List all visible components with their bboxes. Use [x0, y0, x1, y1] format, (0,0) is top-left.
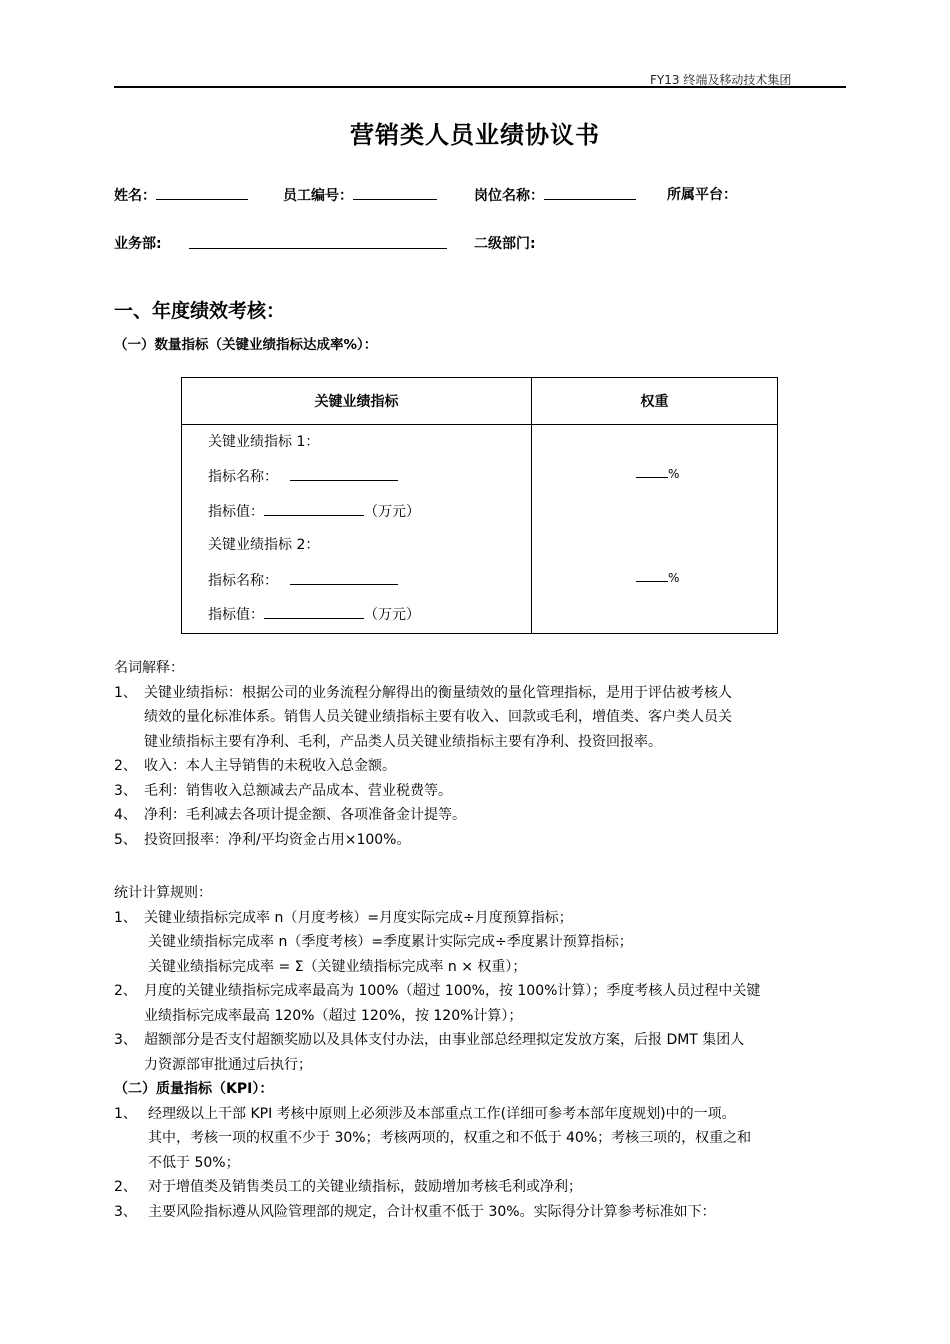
quality-2 — [114, 1175, 760, 1200]
rules-heading: 统计计算规则： — [114, 885, 212, 901]
header-divider — [114, 86, 846, 88]
kpi-col-header: 关键业绩指标 — [182, 378, 532, 425]
field-platform-label: 所属平台： — [667, 187, 737, 203]
quality-3 — [114, 1200, 760, 1225]
glossary-item-4 — [114, 803, 732, 828]
field-position-label: 岗位名称： — [474, 188, 544, 204]
quality-1 — [114, 1102, 760, 1127]
section1-heading: 一、年度绩效考核： — [114, 300, 286, 322]
kpi1-name-label: 指标名称： — [208, 469, 278, 485]
glossary-item-3-num: 3、 — [114, 782, 137, 799]
field-name — [114, 184, 248, 205]
rules-section — [114, 881, 760, 1224]
kpi1-weight — [636, 465, 679, 481]
rule-2-line-2: 业绩指标完成率最高 120%（超过 120%，按 120%计算）； — [144, 1007, 523, 1024]
rule-3-line-1: 超额部分是否支付超额奖励以及具体支付办法，由事业部总经理拟定发放方案，后报 DMT 集团人 — [144, 1032, 745, 1048]
kpi1-value-row — [208, 500, 420, 521]
field-sub-dept-label: 二级部门: — [474, 236, 536, 252]
quality-1-line-3: 不低于 50%； — [148, 1154, 240, 1171]
quality-2-num: 2、 — [114, 1179, 137, 1195]
kpi1-weight-blank[interactable] — [636, 465, 668, 478]
rule-1-line-1: 关键业绩指标完成率 n（月度考核）=月度实际完成÷月度预算指标； — [144, 909, 573, 926]
kpi2-value-row — [208, 603, 420, 624]
rule-1-num: 1、 — [114, 909, 137, 926]
header-org: FY13 终端及移动技术集团 — [650, 73, 792, 87]
kpi1-name-row — [208, 465, 398, 486]
glossary-item-1-line-3: 键业绩指标主要有净利、毛利，产品类人员关键业绩指标主要有净利、投资回报率。 — [144, 733, 662, 750]
rule-2-line-1: 月度的关键业绩指标完成率最高为 100%（超过 100%，按 100%计算）；季度考核人员过程中关键 — [144, 983, 761, 999]
kpi1-label: 关键业绩指标 1： — [208, 434, 320, 450]
kpi2-name-blank[interactable] — [290, 569, 398, 585]
kpi2-value-unit: （万元） — [364, 607, 420, 623]
kpi1-weight-suffix: % — [668, 467, 680, 481]
field-employee-id-blank[interactable] — [353, 184, 437, 200]
quality-heading: （二）质量指标（KPI）： — [114, 1081, 274, 1097]
glossary-item-3-line-1: 毛利：销售收入总额减去产品成本、营业税费等。 — [144, 782, 452, 799]
glossary-section — [114, 656, 732, 852]
field-position-blank[interactable] — [544, 184, 636, 200]
kpi1-value-unit: （万元） — [364, 504, 420, 520]
kpi2-value-label: 指标值： — [208, 607, 264, 623]
field-employee-id — [283, 184, 437, 205]
field-business-dept-label: 业务部: — [114, 236, 162, 252]
glossary-item-3 — [114, 779, 732, 804]
kpi2-weight-blank[interactable] — [636, 569, 668, 582]
field-name-label: 姓名： — [114, 188, 156, 204]
rule-3 — [114, 1028, 760, 1053]
kpi1-name-blank[interactable] — [290, 465, 398, 481]
kpi1-value-blank[interactable] — [264, 500, 364, 516]
rule-2-num: 2、 — [114, 983, 137, 999]
quality-3-line-1: 主要风险指标遵从风险管理部的规定，合计权重不低于 30%。实际得分计算参考标准如下： — [148, 1203, 716, 1220]
glossary-item-1 — [114, 681, 732, 706]
rule-1 — [114, 906, 760, 931]
quality-2-line-1: 对于增值类及销售类员工的关键业绩指标，鼓励增加考核毛利或净利； — [148, 1179, 582, 1195]
field-business-dept-blank[interactable] — [189, 233, 447, 249]
kpi2-name-label: 指标名称： — [208, 573, 278, 589]
quality-1-num: 1、 — [114, 1105, 137, 1122]
field-business-dept — [114, 233, 162, 253]
field-position — [474, 184, 636, 205]
glossary-item-5-line-1: 投资回报率：净利/平均资金占用×100%。 — [144, 831, 411, 848]
kpi1-value-label: 指标值： — [208, 504, 264, 520]
kpi-table — [181, 377, 778, 634]
kpi-table-body-row — [182, 425, 778, 634]
kpi2-weight-suffix: % — [668, 571, 680, 585]
weight-col-header: 权重 — [532, 378, 778, 425]
glossary-item-1-num: 1、 — [114, 684, 137, 701]
kpi-detail-cell — [182, 425, 532, 634]
glossary-item-5-num: 5、 — [114, 831, 137, 848]
field-sub-dept — [474, 233, 536, 253]
kpi2-name-row — [208, 569, 398, 590]
weight-cell — [532, 425, 778, 634]
glossary-item-1-line-1: 关键业绩指标：根据公司的业务流程分解得出的衡量绩效的量化管理指标，是用于评估被考核人 — [144, 684, 732, 701]
kpi2-value-blank[interactable] — [264, 603, 364, 619]
glossary-item-2-num: 2、 — [114, 758, 137, 774]
quality-3-num: 3、 — [114, 1203, 137, 1220]
rule-2 — [114, 979, 760, 1004]
field-employee-id-label: 员工编号： — [283, 188, 353, 204]
rule-1-line-2: 关键业绩指标完成率 n（季度考核）=季度累计实际完成÷季度累计预算指标； — [148, 934, 633, 950]
glossary-item-4-num: 4、 — [114, 807, 137, 823]
document-title: 营销类人员业绩协议书 — [350, 121, 600, 149]
quality-1-line-1: 经理级以上干部 KPI 考核中原则上必须涉及本部重点工作(详细可参考本部年度规划)中的一项。 — [148, 1105, 736, 1122]
glossary-item-2 — [114, 754, 732, 779]
kpi2-weight — [636, 569, 679, 585]
glossary-item-4-line-1: 净利：毛利减去各项计提金额、各项准备金计提等。 — [144, 807, 466, 823]
glossary-item-1-line-2: 绩效的量化标准体系。销售人员关键业绩指标主要有收入、回款或毛利，增值类、客户类人员关 — [144, 709, 732, 725]
kpi-table-header-row — [182, 378, 778, 425]
field-name-blank[interactable] — [156, 184, 248, 200]
kpi2-label: 关键业绩指标 2： — [208, 537, 320, 553]
glossary-item-2-line-1: 收入：本人主导销售的未税收入总金额。 — [144, 758, 396, 774]
quality-1-line-2: 其中，考核一项的权重不少于 30%；考核两项的，权重之和不低于 40%；考核三项的，权重之和 — [148, 1130, 752, 1146]
section1-sub1-heading: （一）数量指标（关键业绩指标达成率%）： — [114, 337, 378, 353]
rule-1-line-3: 关键业绩指标完成率 = Σ（关键业绩指标完成率 n × 权重）； — [148, 958, 527, 975]
glossary-item-5 — [114, 828, 732, 853]
glossary-heading: 名词解释： — [114, 660, 184, 676]
field-platform — [667, 184, 737, 204]
rule-3-line-2: 力资源部审批通过后执行； — [144, 1056, 312, 1073]
rule-3-num: 3、 — [114, 1032, 137, 1048]
